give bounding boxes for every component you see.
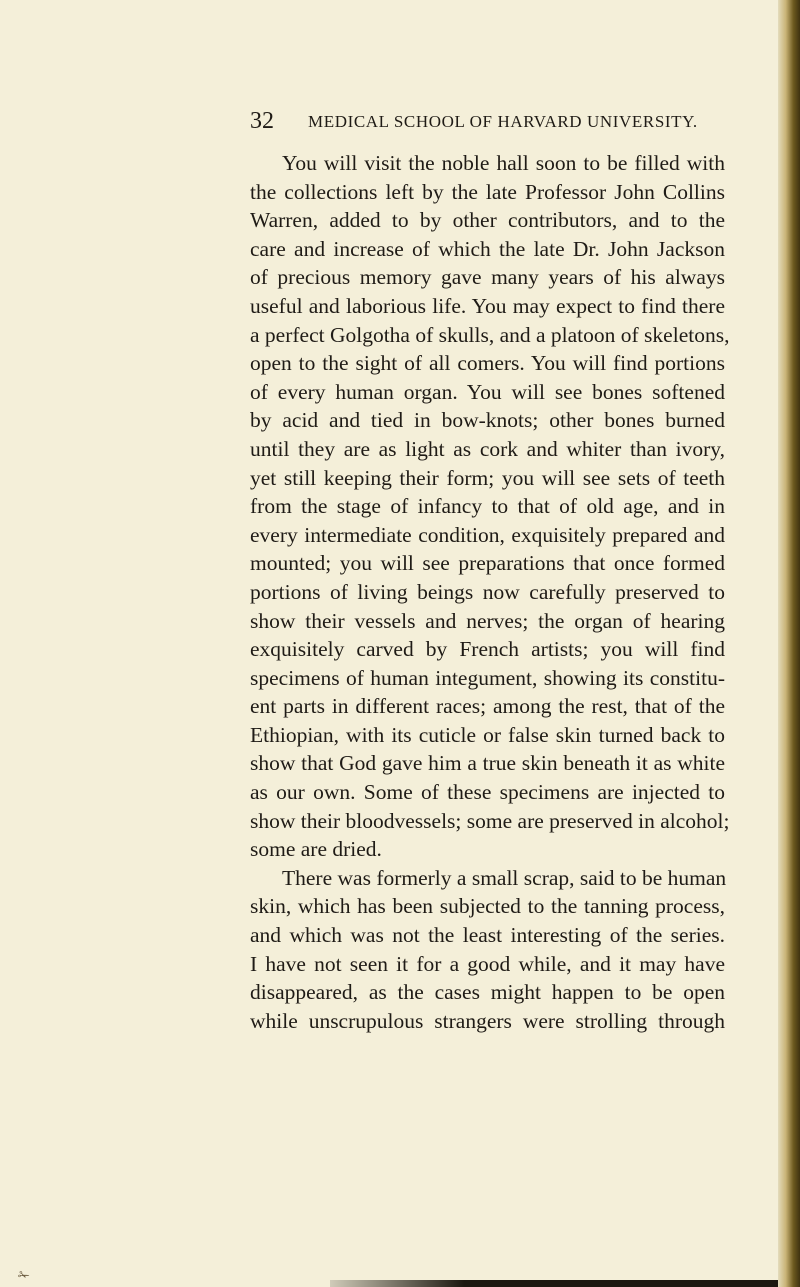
text-line: of every human organ. You will see bones softened — [250, 379, 725, 404]
text-line: I have not seen it for a good while, and it may have — [250, 951, 725, 976]
text-line: There was formerly a small scrap, said to be human — [282, 865, 727, 890]
text-line: and which was not the least interesting of the series. — [250, 923, 725, 948]
text-line: of precious memory gave many years of his always — [250, 265, 725, 290]
text-line: Warren, added to by other contributors, and to the — [250, 208, 725, 233]
bottom-binding-line — [330, 1280, 778, 1287]
text-line: show their bloodvessels; some are preserved in alcohol; — [250, 808, 730, 833]
text-line: yet still keeping their form; you will see sets of teeth — [250, 465, 725, 490]
text-line: open to the sight of all comers. You will find portions — [250, 351, 725, 376]
text-line: mounted; you will see preparations that once formed — [250, 551, 725, 576]
text-line: until they are as light as cork and whiter than ivory, — [250, 436, 725, 461]
text-line: skin, which has been subjected to the tanning process, — [250, 894, 725, 919]
text-line: Ethiopian, with its cuticle or false skin turned back to — [250, 722, 725, 747]
text-line: by acid and tied in bow-knots; other bones burned — [250, 408, 725, 433]
text-line: ent parts in different races; among the rest, that of the — [250, 694, 725, 719]
text-line: while unscrupulous strangers were strolling through — [250, 1008, 725, 1033]
text-line: useful and laborious life. You may expect to find there — [250, 293, 725, 318]
text-line: care and increase of which the late Dr. John Jackson — [250, 236, 725, 261]
text-line: disappeared, as the cases might happen to be open — [250, 980, 725, 1005]
text-line: show that God gave him a true skin beneath it as white — [250, 751, 725, 776]
text-line: exquisitely carved by French artists; you will find — [250, 637, 725, 662]
text-line: some are dried. — [250, 837, 382, 862]
text-line: portions of living beings now carefully preserved to — [250, 579, 725, 604]
text-line: You will visit the noble hall soon to be filled with — [282, 151, 725, 175]
page-header — [250, 108, 710, 138]
page-number: 32 — [250, 108, 274, 134]
running-head: MEDICAL SCHOOL OF HARVARD UNIVERSITY. — [308, 112, 698, 131]
text-line: as our own. Some of these specimens are injected to — [250, 780, 725, 805]
text-line: the collections left by the late Professor John Collins — [250, 179, 725, 204]
body-text — [250, 149, 730, 1129]
text-line: a perfect Golgotha of skulls, and a platoon of skeletons, — [250, 322, 730, 347]
corner-mark-icon: ✁ — [18, 1269, 30, 1284]
text-line: from the stage of infancy to that of old age, and in — [250, 494, 725, 519]
text-line: every intermediate condition, exquisitely prepared and — [250, 522, 725, 547]
page-edge-shadow — [778, 0, 800, 1287]
text-line: show their vessels and nerves; the organ of hearing — [250, 608, 725, 633]
text-line: specimens of human integument, showing its constitu- — [250, 665, 725, 690]
